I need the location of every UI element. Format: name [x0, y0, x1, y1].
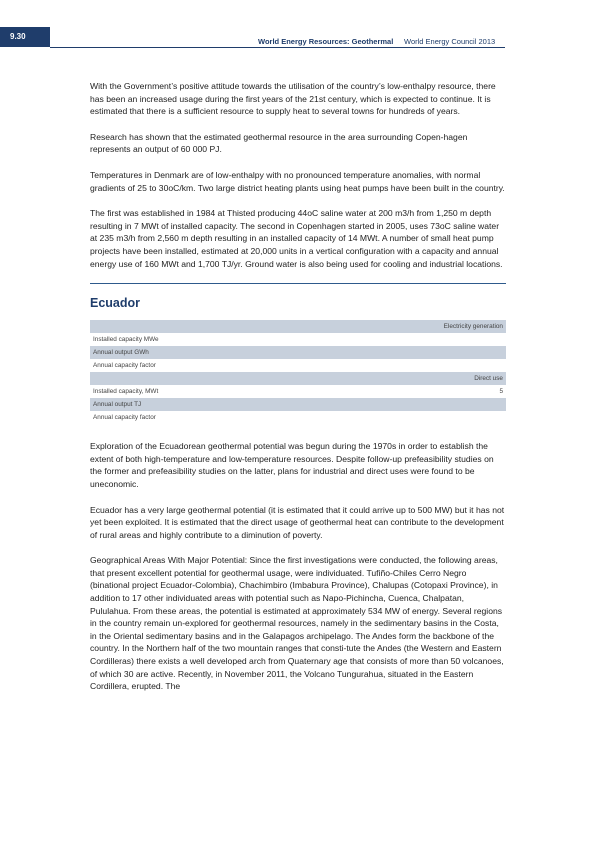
paragraph: Exploration of the Ecuadorean geothermal potential was begun during the 1970s in order to establish the extent of both high-temperature and low-temperature resources. Despite follow-up prefeasibility studies on the former and prefeasibility studies on the latter, plans for industrial and direct uses were found to be uneconomic.: [90, 441, 494, 489]
row-label: Annual output TJ: [90, 398, 457, 411]
row-value: 5: [499, 388, 503, 396]
table-row: [90, 346, 506, 359]
row-value: [457, 359, 506, 372]
row-label: Annual capacity factor: [93, 414, 156, 422]
section-divider: [90, 283, 506, 284]
table-row: [90, 359, 506, 372]
row-label: Annual capacity factor: [93, 362, 156, 370]
table-row: [90, 411, 506, 424]
row-value: [457, 411, 506, 424]
paragraph: With the Government’s positive attitude towards the utilisation of the country’s low-enthalpy resource, there has been an increased usage during the first years of the 21st century, which is expected to continue. It is estimated that there is a sufficient resource to supply heat to several towns for hundreds of years.: [90, 81, 496, 117]
paragraph: Research has shown that the estimated geothermal resource in the area surrounding Copen-hagen represents an output of 60 000 PJ.: [90, 131, 468, 155]
section-title: Ecuador: [90, 296, 141, 311]
table-row: [90, 385, 506, 398]
running-header: [258, 37, 393, 46]
paragraph: Temperatures in Denmark are of low-enthalpy with no pronounced temperature anomalies, with normal gradients of 25 to 30oC/km. Two large district heating plants using heat pumps have been built in the country.: [90, 169, 505, 193]
table-header-row: [90, 320, 506, 333]
header-divider: [50, 47, 505, 48]
row-label: Annual output GWh: [90, 346, 457, 359]
row-value: [457, 346, 506, 359]
page-number: 9.30: [0, 27, 50, 47]
row-label: Installed capacity MWe: [93, 336, 159, 344]
row-value: [457, 398, 506, 411]
main-content: [90, 80, 506, 706]
paragraph: Geographical Areas With Major Potential: Since the first investigations were conducted, the following areas, that present excellent potential for geothermal usage, were individuated. Tufiño-Chiles Cerro Negro (binational project Ecuador-Colombia), Chachimbiro (Imbabura Province), Chalupas (Cotopaxi Province), in addition to 17 other individuated areas with potential such as Napo-Pichincha, Cuenca, Chalpatan, Pululahua. From these areas, the potential is estimated at approximately 534 MW of energy. Several regions in the country remain un-explored for geothermal resources, namely in the sedimentary basins in the Costa, in the Oriental sedimentary basins and in the Galapagos archipelago. The Andes form the backbone of the country. In the Northern half of the two mountain ranges that consti-tute the Andes (the Western and Eastern Cordilleras) there exists a well developed arch from Quaternary age that consists of more than 50 volcanoes, of which 30 are active. Recently, in November 2011, the Volcano Tungurahua, situated in the Eastern Cordillera, erupted. The: [90, 555, 504, 692]
row-label: Installed capacity, MWt: [93, 388, 159, 396]
table-row: [90, 333, 506, 346]
row-value: [457, 333, 506, 346]
paragraph: Ecuador has a very large geothermal potential (it is estimated that it could arrive up to 500 MW) but it has not yet been exploited. It is estimated that the direct usage of geothermal heat can contribute to the development of rural areas and highly contribute to a diminution of poverty.: [90, 504, 505, 540]
table-header-row: [90, 372, 506, 385]
publisher-name: World Energy Council 2013: [404, 37, 496, 46]
ecuador-data-table: [90, 320, 506, 424]
electricity-header: Electricity generation: [90, 320, 506, 333]
table-row: [90, 398, 506, 411]
publication-title: World Energy Resources: Geothermal: [258, 37, 394, 46]
direct-use-header: Direct use: [90, 372, 506, 385]
paragraph: The first was established in 1984 at Thisted producing 44oC saline water at 200 m3/h from 1,250 m depth resulting in 7 MWt of installed capacity. The second in Copenhagen started in 2005, uses 73oC saline water at 235 m3/h from 2,560 m depth resulting in an installed capacity of 14 MWt. A number of small heat pump projects have been installed, estimated at 20,000 units in a vertical configuration with a capacity and annual energy use of 160 MWt and 1,700 TJ/yr. Ground water is also being used for cooling and industrial locations.: [90, 208, 503, 269]
